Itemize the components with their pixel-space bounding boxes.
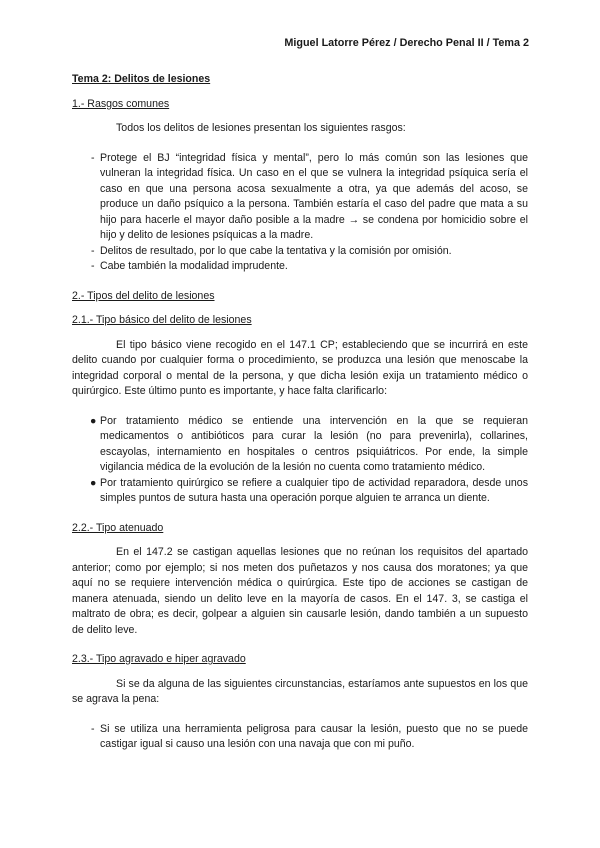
document-title: Tema 2: Delitos de lesiones	[72, 73, 211, 85]
section-2-2-text: En el 147.2 se castigan aquellas lesiones que no reúnan los requisitos del apartado anterior; como por ejemplo; si nos meten dos puñetazos y nos causa dos moratones; ya que aquí no se requiere intervención médica o quirúrgica. Este tipo de acciones se castigan de manera atenuada, siendo un delito leve en la mayoría de casos. En el 147. 3, se castiga el maltrato de obra; es decir, golpear a alguien sin causarle lesión, dando también a un supuesto de delito leve.	[72, 546, 528, 636]
section-2-3-text: Si se da alguna de las siguientes circunstancias, estaríamos ante supuestos en los que se agrava la pena:	[72, 677, 528, 705]
section-2-3-list	[72, 722, 528, 753]
section-2-1-text: El tipo básico viene recogido en el 147.1 CP; estableciendo que se incurrirá en este delito cuando por cualquier forma o procedimiento, se produzca una lesión que menoscabe la integridad corporal o mental de la persona, y que dicha lesión exija un tratamiento médico o quirúrgico. Este último punto es importante, y hace falta clarificarlo:	[72, 338, 528, 397]
section-1-intro: Todos los delitos de lesiones presentan los siguientes rasgos:	[116, 122, 406, 134]
list-item: ● Por tratamiento médico se entiende una intervención en la que se requieran medicamentos o antibióticos para curar la lesión (no para prevenirla), collarines, escayolas, internamiento en hospitales o centros psiquiátricos. Por ende, la simple vigilancia médica de la evolución de la lesión no cuenta como tratamiento médico.	[90, 414, 528, 473]
section-heading-1: 1.- Rasgos comunes	[72, 97, 170, 110]
section-heading-2-2: 2.2.- Tipo atenuado	[72, 521, 164, 534]
list-item: - Si se utiliza una herramienta peligrosa para causar la lesión, puesto que no se puede castigar igual si causo una lesión con una navaja que con mi puño.	[91, 722, 528, 750]
list-item: - Protege el BJ “integridad física y mental”, pero lo más común son las lesiones que vulneran la integridad física. Un caso en el que se vulnera la integridad psíquica sería el caso en que una persona acosa sexualmente a otra, ya que además del acoso, se produce un daño psíquico a la persona. También estaría el caso del padre que mata a su hijo para hacerle el mayor daño posible a la madre → se condena por homicidio sobre el hijo y delito de lesiones psíquicas a la madre.	[91, 151, 528, 241]
list-item: ● Por tratamiento quirúrgico se refiere a cualquier tipo de actividad reparadora, desde unos simples puntos de sutura hasta una operación porque alguien te arranca un diente.	[90, 476, 528, 504]
section-heading-2: 2.- Tipos del delito de lesiones	[72, 289, 215, 302]
section-2-1-list	[72, 414, 528, 507]
document-body	[72, 72, 528, 767]
list-item: - Delitos de resultado, por lo que cabe la tentativa y la comisión por omisión.	[91, 244, 452, 257]
list-item: - Cabe también la modalidad imprudente.	[91, 260, 288, 272]
section-1-list	[72, 151, 528, 275]
section-heading-2-3: 2.3.- Tipo agravado e hiper agravado	[72, 653, 246, 665]
section-heading-2-1: 2.1.- Tipo básico del delito de lesiones	[72, 314, 252, 326]
page-header: Miguel Latorre Pérez / Derecho Penal II / Tema 2	[284, 37, 529, 49]
